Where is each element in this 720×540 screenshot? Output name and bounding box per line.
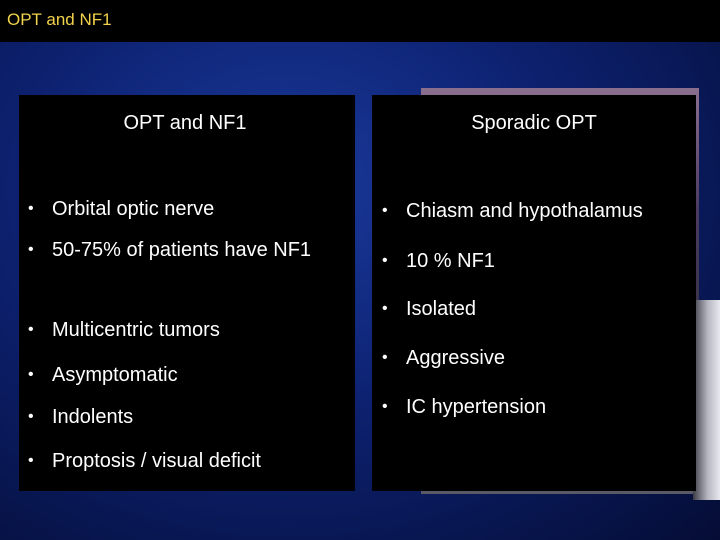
list-item-text: Asymptomatic <box>52 364 178 386</box>
list-item-text: IC hypertension <box>406 396 547 418</box>
bullet-icon: • <box>28 452 34 469</box>
bullet-icon: • <box>382 349 388 366</box>
sporadic-panel-heading: Sporadic OPT <box>471 112 597 134</box>
bullet-icon: • <box>28 408 34 425</box>
bullet-icon: • <box>28 241 34 258</box>
list-item-text: Multicentric tumors <box>52 319 220 341</box>
list-item-text: 50-75% of patients have NF1 <box>52 239 312 261</box>
bullet-icon: • <box>28 200 34 217</box>
list-item-text: Chiasm and hypothalamus <box>406 200 643 222</box>
list-item-text: Indolents <box>52 406 134 428</box>
bullet-icon: • <box>382 202 388 219</box>
list-item-text: 10 % NF1 <box>406 250 495 272</box>
slide-title: OPT and NF1 <box>7 10 112 29</box>
list-item-text: Orbital optic nerve <box>52 198 215 220</box>
bullet-icon: • <box>382 300 388 317</box>
sporadic-panel <box>372 95 696 491</box>
bullet-icon: • <box>28 366 34 383</box>
list-item-text: Isolated <box>406 298 477 320</box>
bullet-icon: • <box>382 398 388 415</box>
bullet-icon: • <box>28 321 34 338</box>
list-item-text: Aggressive <box>406 347 505 369</box>
nf1-panel <box>19 95 355 491</box>
background-photo-strip <box>693 300 720 500</box>
title-bar <box>0 0 720 42</box>
bullet-icon: • <box>382 252 388 269</box>
list-item-text: Proptosis / visual deficit <box>52 450 261 472</box>
nf1-panel-heading: OPT and NF1 <box>123 112 247 134</box>
